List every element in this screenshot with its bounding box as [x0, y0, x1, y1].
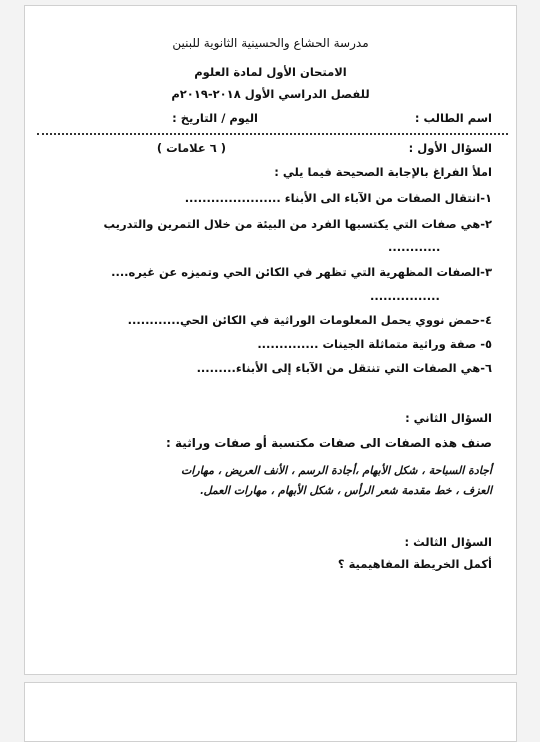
q1-item-blank: ............ [388, 240, 441, 254]
date-label: اليوم / التاريخ : [172, 111, 258, 125]
exam-title: الامتحان الأول لمادة العلوم [194, 65, 347, 79]
q1-marks: ( ٦ علامات ) [156, 141, 226, 155]
q1-item-blank: ................ [370, 289, 440, 303]
q2-title: السؤال الثاني : [405, 411, 492, 425]
student-name-label: اسم الطالب : [414, 111, 492, 125]
next-page [24, 682, 517, 742]
exam-page [24, 5, 517, 675]
q2-items-line2: العزف ، خط مقدمة شعر الرأس ، شكل الأبهام ، مهارات العمل. [199, 484, 492, 497]
q2-instruction: صنف هذه الصفات الى صفات مكتسبة أو صفات وراثية : [166, 436, 492, 450]
q1-item: ٣-الصفات المظهرية التي تظهر في الكائن الحي وتميزه عن غيره.... [111, 265, 492, 279]
school-name: مدرسة الحشاع والحسينية الثانوية للبنين [172, 36, 369, 50]
q1-item: ٢-هي صفات التي يكتسبها الفرد من البيئة من خلال التمرين والتدريب [103, 217, 492, 231]
q1-item: ١-انتقال الصفات من الآباء الى الأبناء ...................... [184, 191, 492, 205]
q1-item: ٥- صفة وراثية متماثلة الجينات .............. [257, 337, 492, 351]
q3-title: السؤال الثالث : [404, 535, 492, 549]
exam-term: للفصل الدراسي الأول ٢٠١٨-٢٠١٩م [171, 87, 370, 101]
q1-item: ٤-حمض نووي يحمل المعلومات الوراثية في الكائن الحي............ [127, 313, 492, 327]
dotted-divider [37, 133, 508, 135]
q3-instruction: أكمل الخريطة المفاهيمية ؟ [337, 557, 492, 571]
q1-instruction: املأ الفراغ بالإجابة الصحيحة فيما يلي : [274, 165, 492, 179]
q1-item: ٦-هي الصفات التي تنتقل من الآباء إلى الأبناء......... [196, 361, 492, 375]
q2-items-line1: أجادة السباحة ، شكل الأبهام ،أجادة الرسم ، الأنف العريض ، مهارات [180, 464, 492, 477]
q1-title: السؤال الأول : [408, 141, 492, 155]
